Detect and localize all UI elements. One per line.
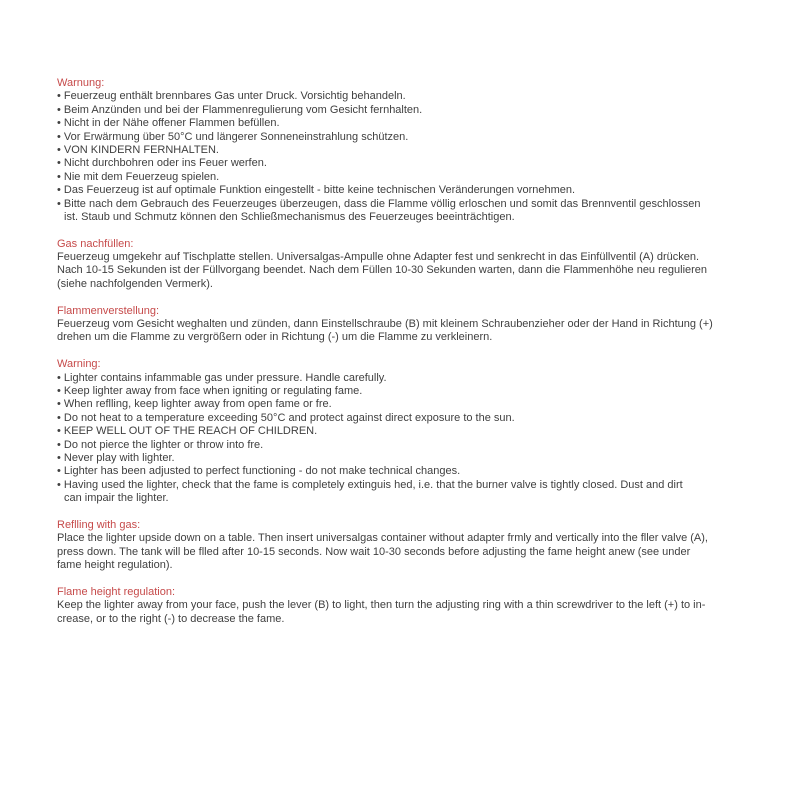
section-heading-flame-height: Flame height regulation: <box>57 585 176 598</box>
text-line: Keep the lighter away from your face, push the lever (B) to light, then turn the adjusting ring with a thin screwdriver to the left (+) to in- <box>57 599 706 612</box>
bullet-line: • Do not pierce the lighter or throw into fre. <box>57 438 264 451</box>
instruction-text-block <box>57 77 757 626</box>
bullet-line: • Lighter has been adjusted to perfect functioning - do not make technical changes. <box>57 465 461 478</box>
section-warnung-de <box>57 77 757 224</box>
section-heading-refilling: Reflling with gas: <box>57 518 141 531</box>
section-gas-nachfuellen <box>57 238 757 292</box>
bullet-line: • Keep lighter away from face when igniting or regulating fame. <box>57 384 363 397</box>
text-line: crease, or to the right (-) to decrease the fame. <box>57 612 285 625</box>
bullet-line: • Nicht durchbohren oder ins Feuer werfen. <box>57 157 267 170</box>
bullet-line: • Do not heat to a temperature exceeding 50°C and protect against direct exposure to the sun. <box>57 411 515 424</box>
text-line-continuation: can impair the lighter. <box>64 492 169 505</box>
section-heading-flammenverstellung: Flammenverstellung: <box>57 304 160 317</box>
section-refilling-with-gas <box>57 519 757 573</box>
section-flammenverstellung <box>57 305 757 345</box>
bullet-line: • Bitte nach dem Gebrauch des Feuerzeuges überzeugen, dass die Flamme völlig erloschen und somit das Brennventil geschlossen <box>57 197 701 210</box>
bullet-line: • Beim Anzünden und bei der Flammenregulierung vom Gesicht fernhalten. <box>57 103 423 116</box>
text-line: Feuerzeug umgekehr auf Tischplatte stellen. Universalgas-Ampulle ohne Adapter fest und senkrecht in das Einfüllventil (A) drücken. <box>57 251 700 264</box>
bullet-line: • Vor Erwärmung über 50°C und längerer Sonneneinstrahlung schützen. <box>57 130 409 143</box>
text-line: (siehe nachfolgenden Vermerk). <box>57 277 213 290</box>
bullet-line: • Never play with lighter. <box>57 451 175 464</box>
bullet-line: • VON KINDERN FERNHALTEN. <box>57 143 219 156</box>
bullet-line: • Feuerzeug enthält brennbares Gas unter Druck. Vorsichtig behandeln. <box>57 90 406 103</box>
section-heading-warning: Warning: <box>57 358 101 371</box>
section-heading-warnung: Warnung: <box>57 77 105 89</box>
bullet-line: • When reflling, keep lighter away from open fame or fre. <box>57 398 332 411</box>
bullet-line: • Having used the lighter, check that the fame is completely extinguis hed, i.e. that the burner valve is tightly closed. Dust and dirt <box>57 478 683 491</box>
text-line: Feuerzeug vom Gesicht weghalten und zünden, dann Einstellschraube (B) mit kleinem Schraubenzieher oder der Hand in Richtung (+) <box>57 318 713 331</box>
bullet-line: • Nicht in der Nähe offener Flammen befüllen. <box>57 117 280 130</box>
bullet-line: • KEEP WELL OUT OF THE REACH OF CHILDREN. <box>57 425 318 438</box>
bullet-line: • Nie mit dem Feuerzeug spielen. <box>57 170 220 183</box>
text-line: Nach 10-15 Sekunden ist der Füllvorgang beendet. Nach dem Füllen 10-30 Sekunden warten, dann die Flammenhöhe neu regulieren <box>57 264 708 277</box>
text-line: Place the lighter upside down on a table. Then insert universalgas container without adapter frmly and vertically into the fller valve (A), <box>57 532 708 545</box>
text-line-continuation: ist. Staub und Schmutz können den Schließmechanismus des Feuerzeuges beeinträchtigen. <box>64 210 515 223</box>
section-flame-height-regulation <box>57 586 757 626</box>
section-warning-en <box>57 358 757 505</box>
bullet-line: • Lighter contains infammable gas under pressure. Handle carefully. <box>57 371 387 384</box>
bullet-line: • Das Feuerzeug ist auf optimale Funktion eingestellt - bitte keine technischen Veränderungen vornehmen. <box>57 184 576 197</box>
section-heading-gas-nachfuellen: Gas nachfüllen: <box>57 237 134 250</box>
text-line: fame height regulation). <box>57 559 173 572</box>
text-line: drehen um die Flamme zu vergrößern oder in Richtung (-) um die Flamme zu verkleinern. <box>57 331 493 344</box>
text-line: press down. The tank will be flled after 10-15 seconds. Now wait 10-30 seconds before adjusting the fame height anew (see under <box>57 545 691 558</box>
